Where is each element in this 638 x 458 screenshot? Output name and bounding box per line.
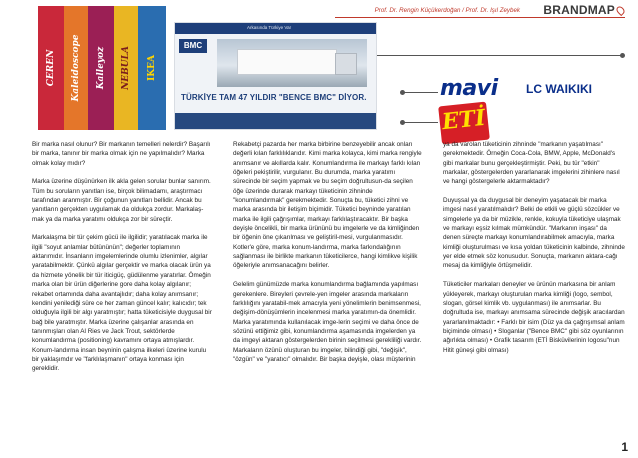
header-authors: Prof. Dr. Rengin Küçükerdoğan / Prof. Dr. Işıl Zeybek [374, 7, 520, 14]
lc-waikiki-logo: LC WAIKIKI [526, 82, 592, 96]
connector-dot [400, 120, 405, 125]
paragraph: Marka üzerine düşünürken ilk akla gelen sorular bunlar sanırım. Tüm bu soruların yanıtları ise, birçok bilimadamı, araştırmacı tarafından aranmıştır. Bir çoğunun yanıtları bellidir. Ancak bu yanıtların gerçekten uygulamak da oldukça zordur. Markalaş-mak ya da marka yaratımı oldukça zor bir süreçtir. [32, 178, 211, 223]
book-spine: Kaleidoscope [64, 6, 88, 130]
ad-site-text: Arkasında Türkiye Var [247, 25, 292, 30]
text-column-3 [443, 140, 626, 355]
book-spine: IKEA [138, 6, 166, 130]
paragraph: Tüketiciler markaları deneyler ve ürünün markasına bir anlam yükleyerek, markayı oluşturulan marka kimliği (logo, sembol, slogan, görsel kimlik vb. uygulanması) ile anımsarlar. Bu doğrultuda ise, markayı anımsama sürecinde değişik aracılardan yararlanılmaktadır: • Farklı bir isim (Düz ya da çağrışımsal anlam biçiminde olması) • Sloganlar ("Bence BMC" gibi söz oyunlarının ağırlıkta olması) • Grafik tasarım (ETİ Bisküvilerinin logosu"nun Hitit güneşi gibi olması) [443, 281, 625, 354]
book-spines-image [38, 6, 166, 130]
bmc-advertisement [174, 22, 377, 130]
connector-line [402, 122, 438, 123]
connector-line [377, 55, 622, 56]
bmc-logo: BMC [179, 39, 207, 53]
text-column-1 [32, 140, 212, 374]
paragraph: Bir marka nasıl olunur? Bir markanın temelleri nelerdir? Başarılı bir marka, tanınır bir marka olmak için ne yapılmalıdır? Marka olmak kolay mıdır? [32, 141, 211, 167]
ad-footer-bar [175, 113, 377, 130]
eti-logo: ETİ [438, 102, 490, 145]
connector-dot [620, 53, 625, 58]
page-number: 1 [621, 440, 628, 454]
brandmap-wordmark: BRANDMAP [543, 3, 615, 17]
book-spine: Kalleyoz [88, 6, 114, 130]
book-spine: CEREN [38, 6, 64, 130]
paragraph: Markalaşma bir tür çekim gücü ile ilgilidir; yaratılacak marka ile ilgili "soyut anlamlar bütününün"; değerler toplamının aktarımıdır. İnsanların imgelemlerinde olumlu izlenimler, algılar yaratabilmektir. Çünkü algılar gerçektir ve marka olacak ürün ya da hizmete yönelik bir tür iticigüç, güdülenme yaratırlar. Ömeğin marka olan bir ürün diğerlerine gore daha kolay algılanır; rekabet ortamında daha avantajlıdır; daha kolay anımsanır; kendini yenilediği süre ce her zaman güncel kalır; kalıcıdır; tek olduğuyla ilgili bir algı yaratmıştır; hatta tüketicisiyle duygusal bir bağ bile yaratmıştır. Marka üzerine çalışanlar arasında en tanınmışları olan Al Ries ve Jack Trout, sektörlerde konumlandırma (positioning) kavramını ortaya atmışlardır. Konum-landırma insan beyninin çalışma ilkeleri üzerine kurulu bir yaklaşımdır ve "farklılaşmanın" ortaya konması için gereklidir. [32, 234, 212, 373]
paragraph: Rekabetçi pazarda her marka birbirine benzeyebilir ancak onları değerli kılan farklılıklarıdır. Kimi marka kolayca, kimi marka rengiyle anımsanır ve akıllarda kalır. Konumlandırma ile markayı farklı kılan öğeleri pekiştirilir, vurgulanır. Bu durumda, marka yaratımı sürecinde bir seçim yapmak ve bu seçim doğrultusun-da seçilen öğe üzerinde durarak markayı tüketicinin zihninde "konumlandırmak" gerekmektedir. Sonuçta bu, tüketici zihni ve marka arasında bir iletişim biçimidir. Tüketici beyninde yaratılan marka ile ilgili çağrışımlar, markayı farklılaştıracaktır. Bir başka deyişle öncelikli, bir marka ürününü bu imgelerle ve da kimliğinden bir öğenin öne çıkarılması ve geliştiril-mesi, vurgulanmasıdır. Kotler'e göre, marka konum-landırma, marka farkındalığının sağlanması ile birlikte markanın tüketicilerce, hangi kimlikve kişilik öğeleriyle anımsanacağını belirler. [233, 141, 422, 270]
brandmap-logo [543, 3, 624, 17]
connector-line [402, 92, 438, 93]
map-pin-icon [615, 5, 626, 16]
book-spine: NEBULA [114, 6, 138, 130]
header-rule [335, 17, 625, 18]
paragraph: Duyuşsal ya da duygusal bir deneyim yaşatacak bir marka imgesi nasıl yaratılmalıdır? Belki de etkili ve güçlü sözcükler ve simgelerle ya da bir müzikle, renkle, kokuyla tüketiciye ulaşmak ve markayı eşsiz kılmak mümkündür. "Markanın inşası" da denen süreçte markayı konumlandırabilmek amacıyla, marka kimliği oluşturulması ve kısa yoldan tüketicinin kalbinde, zihninde yer elde etmek söz konusudur. Sonuçta, markanın aktara-cağı mesaj da kimliğiyle örtüşmelidir. [443, 197, 625, 270]
connector-dot [400, 90, 405, 95]
truck-image [217, 39, 367, 87]
paragraph: Gelelim günümüzde marka konumlandırma bağlamında yapılması gerekenlere. Bireyleri çevrele-yen imgeler arasında markaların farklılığını yaratabil-mek amacıyla yeni yönelimlerin benimsenmesi, değişim-dönüşümlerin incelenmesi marka yaratımın-da önemlidir. Marka yaratımında kullanılacak imge-lerin seçimi ve daha önce de sözünü ettiğimiz gibi, konumlandırma aşamasında imgelerden ya da imgeyi aktaran göstergelerden birinin seçilmesi gerekliliği vardır. Markaların özünü oluşturan bu imgeler, bilindiği gibi, "değişik", "özgün" ve "yaratıcı" olmalıdır. Bir başka deyişle, olası müşterinin [233, 281, 422, 363]
mavi-logo: mavi [440, 76, 498, 101]
paragraph: ya da varolan tüketicinin zihninde "markanın yaşatılması" gerekmektedir. Örneğin Coca-Cola, BMW, Apple, McDonald's gibi markalar bunu gerçekleştirmiştir. Peki, bu tür "etkin" markalar, göstergelerden yararlanarak imgelerini zihinlere nasıl ve hangi göstergelerle aktarmaktadır? [443, 141, 620, 186]
ad-headline: TÜRKİYE TAM 47 YILDIR "BENCE BMC" DİYOR. [181, 93, 367, 102]
text-column-2 [233, 140, 423, 364]
